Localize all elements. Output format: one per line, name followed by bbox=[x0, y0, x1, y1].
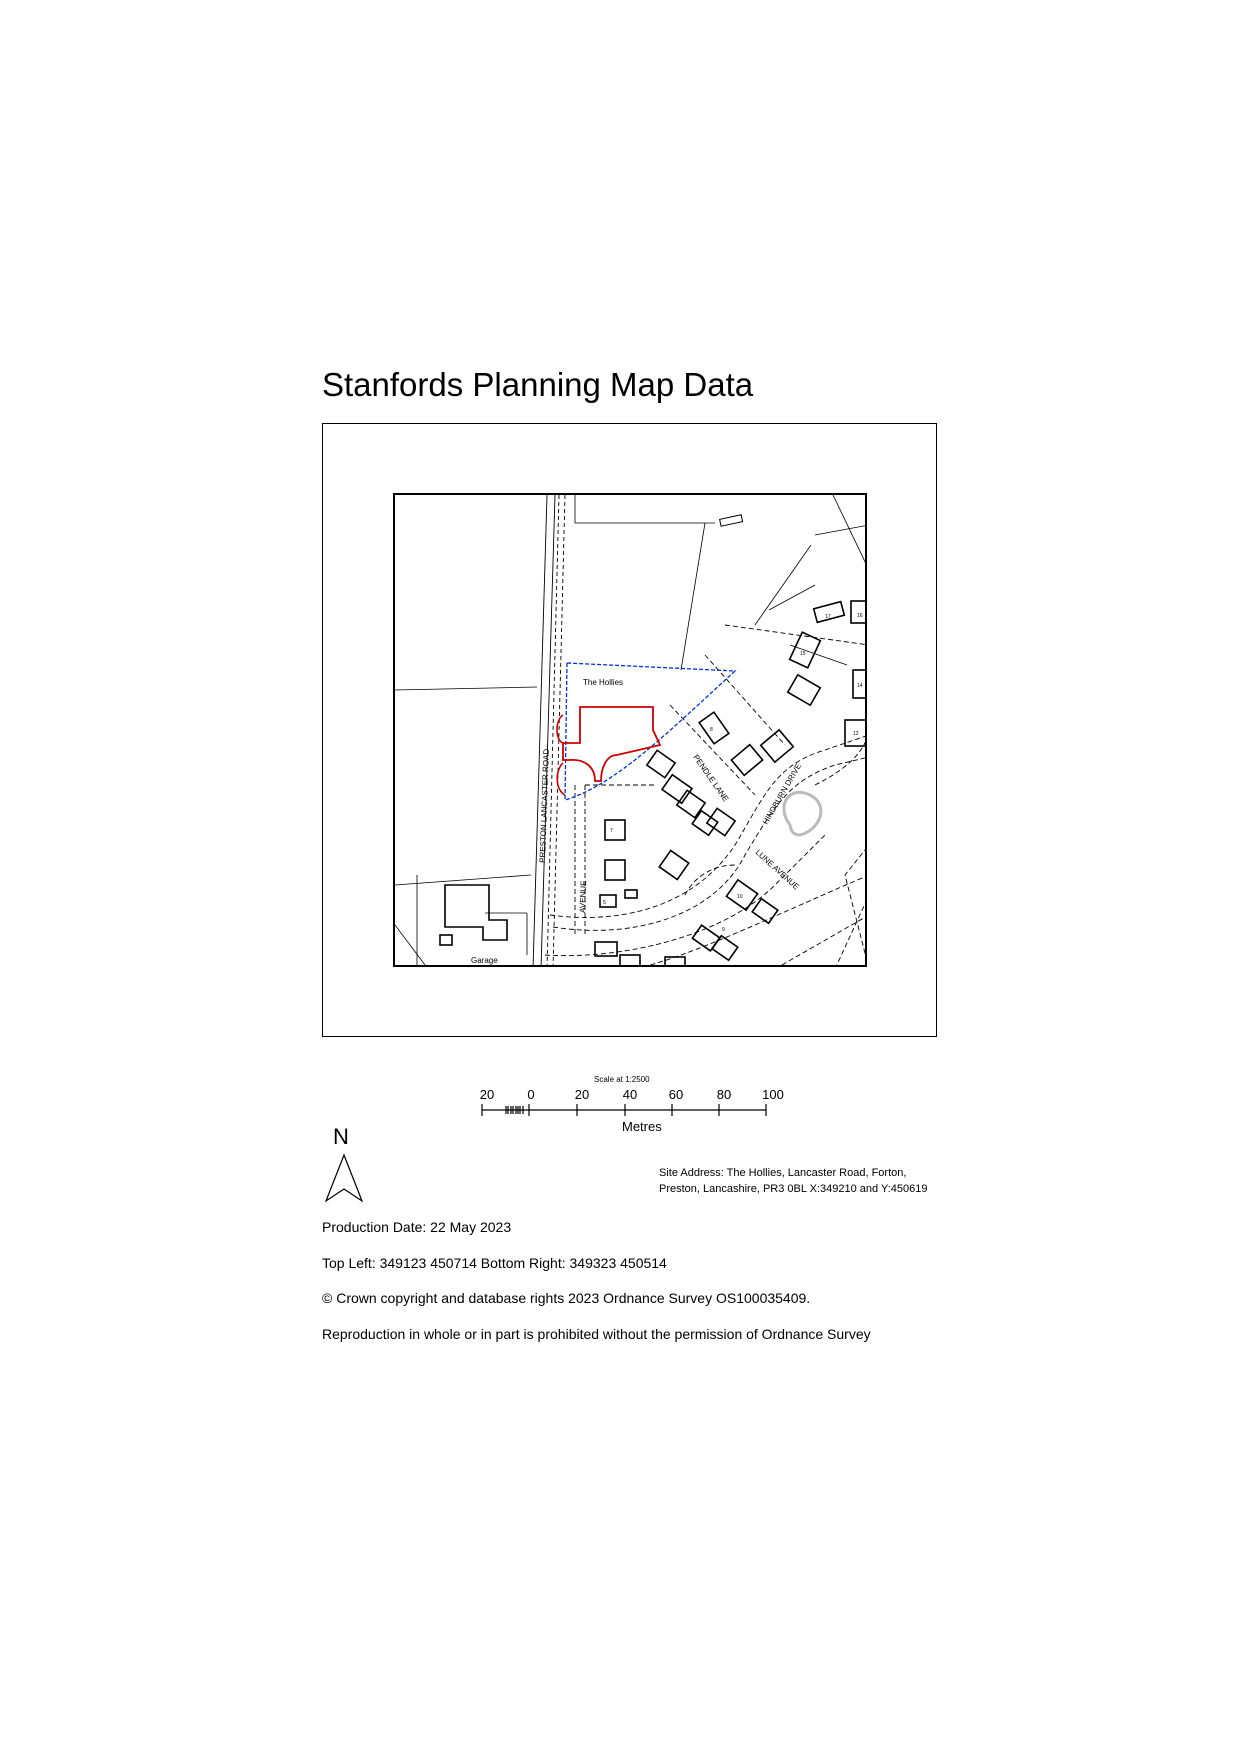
house-number: 5 bbox=[603, 900, 606, 906]
pond-outline bbox=[784, 792, 821, 835]
site-address: Site Address: The Hollies, Lancaster Road, Forton, Preston, Lancashire, PR3 0BL X:349210 and Y:450619 bbox=[659, 1167, 928, 1195]
scale-tick-label: 80 bbox=[716, 1087, 732, 1102]
preston-lancaster-road bbox=[533, 495, 565, 967]
field-boundaries bbox=[395, 495, 867, 967]
label-hindburn-drive: HINDBURN DRIVE bbox=[760, 761, 804, 826]
label-lune-avenue: LUNE AVENUE bbox=[753, 847, 801, 892]
map-drawing bbox=[395, 495, 867, 967]
label-garage: Garage bbox=[471, 956, 498, 965]
scale-unit: Metres bbox=[622, 1119, 662, 1134]
site-access-arc-south bbox=[557, 763, 565, 795]
scale-tick-label: 40 bbox=[622, 1087, 638, 1102]
house-number: 7 bbox=[610, 828, 613, 834]
scale-caption: Scale at 1:2500 bbox=[594, 1075, 650, 1084]
label-avenue: AVENUE bbox=[578, 880, 589, 914]
scale-tick-label: 20 bbox=[574, 1087, 590, 1102]
house-number: 16 bbox=[857, 613, 863, 619]
estate-roads bbox=[545, 625, 867, 967]
house-number: 12 bbox=[853, 731, 859, 737]
house-number: 17 bbox=[825, 614, 831, 620]
map-extent: Top Left: 349123 450714 Bottom Right: 349323 450514 bbox=[322, 1255, 667, 1271]
scale-tick-label: 20 bbox=[479, 1087, 495, 1102]
north-arrow-icon bbox=[322, 1153, 366, 1205]
copyright-notice: © Crown copyright and database rights 2023 Ordnance Survey OS100035409. bbox=[322, 1290, 811, 1306]
house-number: 15 bbox=[800, 651, 806, 657]
map-canvas[interactable] bbox=[393, 493, 867, 967]
outbuilding bbox=[720, 515, 743, 526]
label-preston-lancaster-road: PRESTON LANCASTER ROAD bbox=[538, 748, 551, 864]
reproduction-notice: Reproduction in whole or in part is prohibited without the permission of Ordnance Survey bbox=[322, 1326, 871, 1342]
site-access-arc-north bbox=[557, 715, 563, 743]
house-number: 10 bbox=[737, 894, 743, 900]
house-number: 8 bbox=[710, 727, 713, 733]
site-boundary bbox=[563, 707, 660, 781]
house-number: 9 bbox=[722, 927, 725, 933]
page-title: Stanfords Planning Map Data bbox=[322, 366, 754, 403]
label-the-hollies: The Hollies bbox=[583, 678, 624, 687]
label-pendle-lane: PENDLE LANE bbox=[691, 752, 731, 804]
scale-tick-label: 0 bbox=[527, 1087, 535, 1102]
scale-tick-label: 60 bbox=[668, 1087, 684, 1102]
production-date: Production Date: 22 May 2023 bbox=[322, 1219, 512, 1235]
scale-bar bbox=[470, 1086, 790, 1120]
north-label: N bbox=[333, 1124, 349, 1149]
house-number: 14 bbox=[857, 683, 863, 689]
scale-tick-label: 100 bbox=[762, 1087, 784, 1102]
